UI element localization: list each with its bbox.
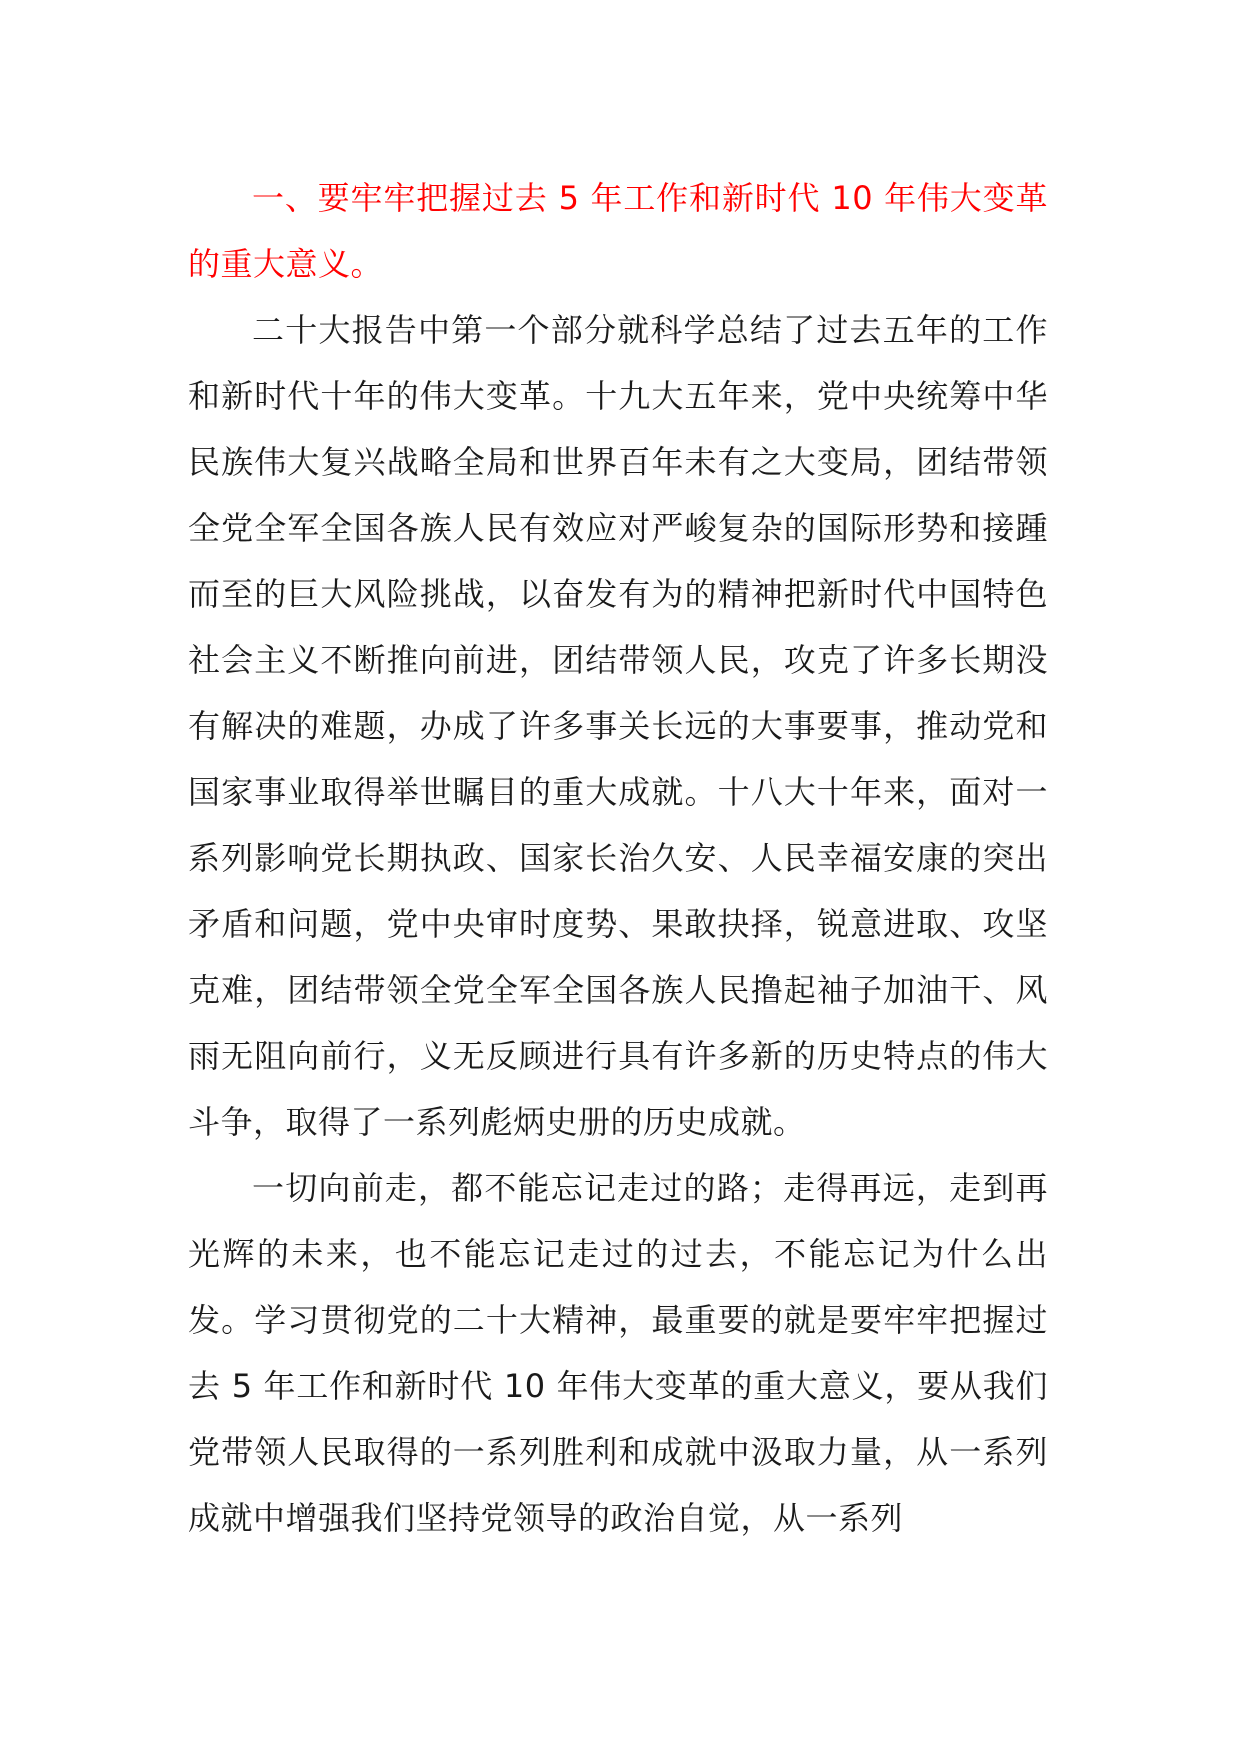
section-heading: 一、要牢牢把握过去 5 年工作和新时代 10 年伟大变革的重大意义。 bbox=[188, 179, 1048, 283]
body-paragraph-2: 一切向前走，都不能忘记走过的路；走得再远，走到再光辉的未来，也不能忘记走过的过去，不能忘记为什么出发。学习贯彻党的二十大精神，最重要的就是要牢牢把握过去 5 年工作和新时代 10 年伟大变革的重大意义，要从我们党带领人民取得的一系列胜利和成就中汲取力量，从一系列成就中增强我们坚持党领导的政治自觉，从一系列 bbox=[188, 1169, 1048, 1537]
document-body bbox=[188, 165, 1048, 1551]
body-paragraph-1: 二十大报告中第一个部分就科学总结了过去五年的工作和新时代十年的伟大变革。十九大五年来，党中央统筹中华民族伟大复兴战略全局和世界百年未有之大变局，团结带领全党全军全国各族人民有效应对严峻复杂的国际形势和接踵而至的巨大风险挑战，以奋发有为的精神把新时代中国特色社会主义不断推向前进，团结带领人民，攻克了许多长期没有解决的难题，办成了许多事关长远的大事要事，推动党和国家事业取得举世瞩目的重大成就。十八大十年来，面对一系列影响党长期执政、国家长治久安、人民幸福安康的突出矛盾和问题，党中央审时度势、果敢抉择，锐意进取、攻坚克难，团结带领全党全军全国各族人民撸起袖子加油干、风雨无阻向前行，义无反顾进行具有许多新的历史特点的伟大斗争，取得了一系列彪炳史册的历史成就。 bbox=[188, 311, 1048, 1141]
